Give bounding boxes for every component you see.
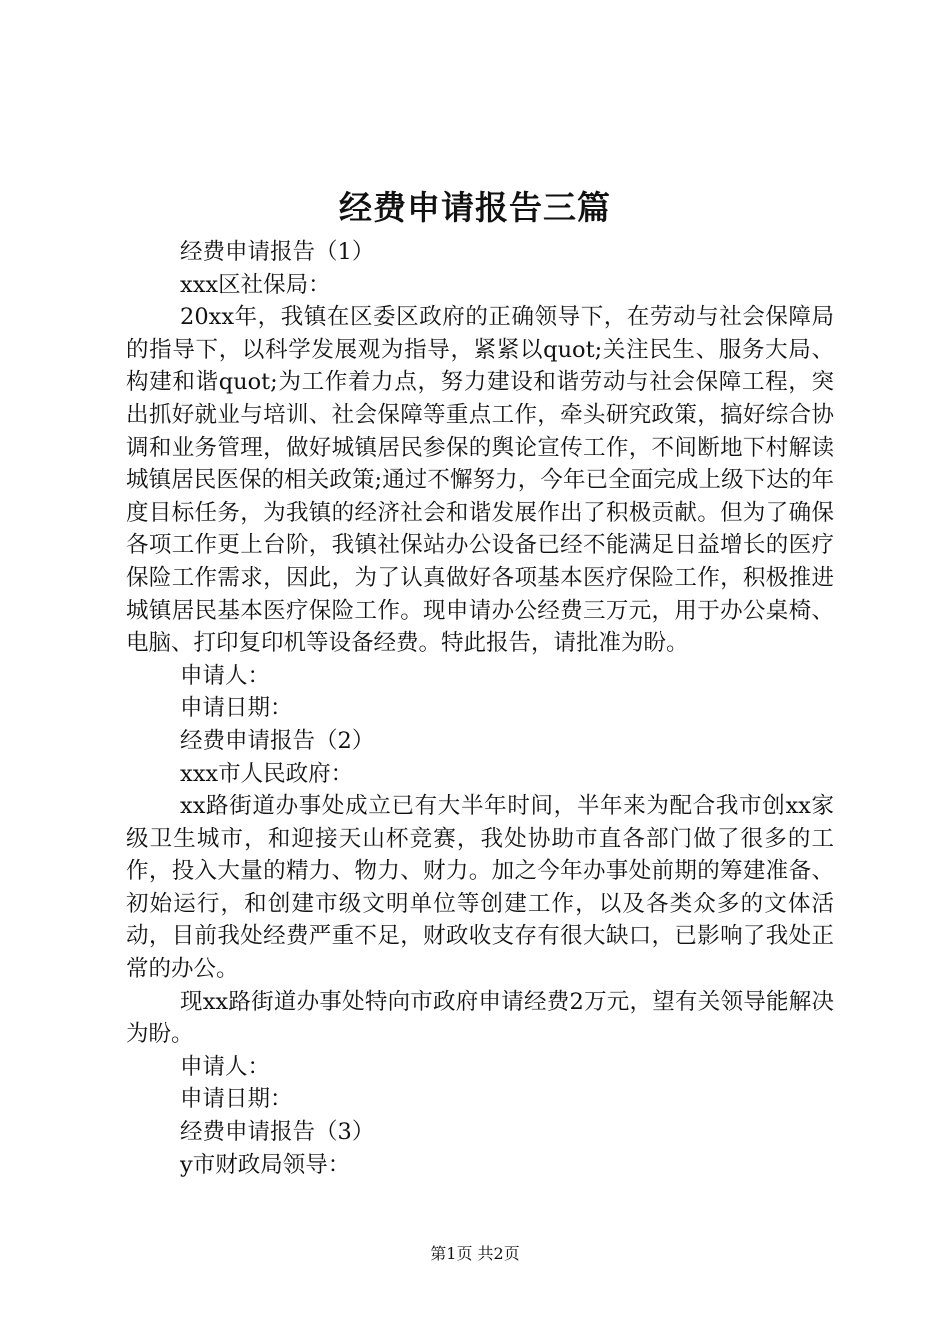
- salutation-2: xxx市人民政府：: [180, 760, 354, 787]
- section-heading-2: 经费申请报告（2）: [180, 727, 375, 754]
- applicant-line-1: 申请人：: [180, 662, 271, 689]
- salutation-3: y市财政局领导：: [180, 1151, 351, 1178]
- date-line-2: 申请日期：: [180, 1086, 293, 1113]
- section-heading-1: 经费申请报告（1）: [180, 239, 375, 265]
- date-line-1: 申请日期：: [180, 695, 293, 722]
- page-footer: 第1页 共2页: [430, 1244, 520, 1263]
- applicant-line-2: 申请人：: [180, 1053, 271, 1080]
- body-paragraph-3: 现xx路街道办事处特向市政府申请经费2万元，望有关领导能解决为盼。: [126, 988, 834, 1048]
- salutation-1: xxx区社保局：: [180, 271, 331, 298]
- body-paragraph-2: xx路街道办事处成立已有大半年时间，半年来为配合我市创xx家级卫生城市，和迎接天山杯竞赛，我处协助市直各部门做了很多的工作，投入大量的精力、物力、财力。加之今年办事处前期的筹建准备、初始运行，和创建市级文明单位等创建工作，以及各类众多的文体活动，目前我处经费严重不足，财政收支存有很大缺口，已影响了我处正常的办公。: [126, 793, 834, 983]
- document-body: [126, 236, 834, 1181]
- body-paragraph-1: 20xx年，我镇在区委区政府的正确领导下，在劳动与社会保障局的指导下，以科学发展观为指导，紧紧以quot;关注民生、服务大局、构建和谐quot;为工作着力点，努力建设和谐劳动与社会保障工程，突出抓好就业与培训、社会保障等重点工作，牵头研究政策，搞好综合协调和业务管理，做好城镇居民参保的舆论宣传工作，不间断地下村解读城镇居民医保的相关政策;通过不懈努力，今年已全面完成上级下达的年度目标任务，为我镇的经济社会和谐发展作出了积极贡献。但为了确保各项工作更上台阶，我镇社保站办公设备已经不能满足日益增长的医疗保险工作需求，因此，为了认真做好各项基本医疗保险工作，积极推进城镇居民基本医疗保险工作。现申请办公经费三万元，用于办公桌椅、电脑、打印复印机等设备经费。特此报告，请批准为盼。: [126, 304, 834, 657]
- section-heading-3: 经费申请报告（3）: [180, 1119, 375, 1146]
- document-title: 经费申请报告三篇: [339, 188, 611, 227]
